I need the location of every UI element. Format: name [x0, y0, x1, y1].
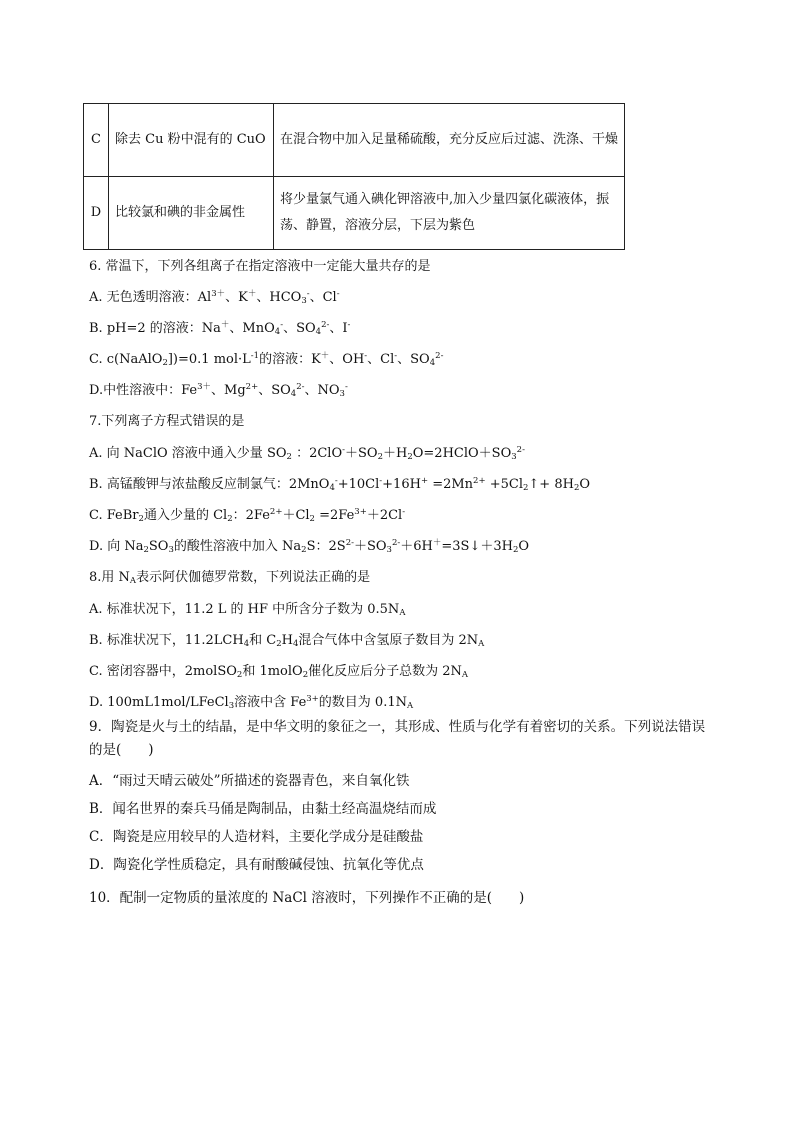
question-10-stem: 10．配制一定物质的量浓度的 NaCl 溶液时，下列操作不正确的是( )	[89, 890, 525, 906]
question-7-option-b: B. 高锰酸钾与浓盐酸反应制氯气：$2MnO_4^-+10Cl^-+16H^+ =2Mn^{2+}$ $+5Cl_2↑+ 8H_2O$	[89, 476, 591, 493]
question-9-option-d: D．陶瓷化学性质稳定，具有耐酸碱侵蚀、抗氧化等优点	[89, 857, 424, 873]
question-9-option-c: C．陶瓷是应用较早的人造材料，主要化学成分是硅酸盐	[89, 829, 424, 845]
question-8-option-c: C. 密闭容器中，2molSO$_2$和 1molO$_2$催化反应后分子总数为 $2N_A$	[89, 664, 469, 680]
row-method: 在混合物中加入足量稀硫酸，充分反应后过滤、洗涤、干燥	[274, 104, 625, 177]
row-key: D	[84, 177, 109, 250]
question-9-option-a: A．“雨过天晴云破处”所描述的瓷器青色，来自氧化铁	[89, 773, 410, 789]
question-9-stem: 9．陶瓷是火与土的结晶，是中华文明的象征之一，其形成、性质与化学有着密切的关系。下列说法错误的是( )	[89, 719, 706, 758]
question-9-option-b: B．闻名世界的秦兵马俑是陶制品，由黏土经高温烧结而成	[89, 801, 437, 817]
question-6-option-d: D.中性溶液中：$Fe^{3+}$、$Mg^{2+}$、$SO_4^{2-}$、$NO_3^-$	[89, 382, 348, 399]
question-8-stem: 8.用 $N_A$表示阿伏伽德罗常数，下列说法正确的是	[89, 570, 371, 586]
question-6-option-b: B. pH=2 的溶液：Na＋、MnO$_4$-、$SO_4^{2-}$、I-	[89, 320, 351, 337]
question-7-option-c: C. FeBr$_2$通入少量的 $Cl_2$：$2Fe^{2+}+Cl_2 =2Fe^{3+}+2Cl^-$	[89, 507, 406, 524]
row-key: C	[84, 104, 109, 177]
question-7-option-d: D. 向 $Na_2SO_3$的酸性溶液中加入 $Na_2S$：$2S^{2-}+SO_3^{2-}+6H^+=3S↓+3H_2O$	[89, 538, 530, 555]
experiment-table	[83, 103, 625, 250]
table-row	[84, 104, 625, 177]
question-8-option-b: B. 标准状况下，$11.2LCH_4$和 $C_2H_4$混合气体中含氢原子数目为 $2N_A$	[89, 633, 485, 649]
question-6-stem: 6. 常温下，下列各组离子在指定溶液中一定能大量共存的是	[89, 259, 431, 274]
table-row	[84, 177, 625, 250]
question-6-option-a: A. 无色透明溶液：$Al^{3+}$、K＋、$HCO_3^-$、Cl-	[89, 289, 340, 306]
question-8-option-a: A. 标准状况下，11.2 L 的 HF 中所含分子数为 $0.5N_A$	[89, 602, 406, 618]
row-purpose: 除去 Cu 粉中混有的 CuO	[109, 104, 274, 177]
row-purpose: 比较氯和碘的非金属性	[109, 177, 274, 250]
question-8-option-d: D. 100mL1mol/LFeCl$_3$溶液中含 $Fe^{3+}$的数目为 $0.1N_A$	[89, 694, 414, 711]
question-7-option-a: A. 向 NaClO 溶液中通入少量 $SO_2$ ：$2ClO^-+SO_2+H_2O=2HClO+SO_3^{2-}$	[89, 445, 525, 462]
question-6-option-c: C. c(NaAlO$_2$])=0.1 $mol\cdot L^{-1}$的溶液：K＋、OH-、Cl-、$SO_4^{2-}$	[89, 351, 444, 368]
row-method: 将少量氯气通入碘化钾溶液中,加入少量四氯化碳液体，振荡、静置，溶液分层，下层为紫色	[274, 177, 625, 250]
question-7-stem: 7.下列离子方程式错误的是	[89, 414, 245, 429]
